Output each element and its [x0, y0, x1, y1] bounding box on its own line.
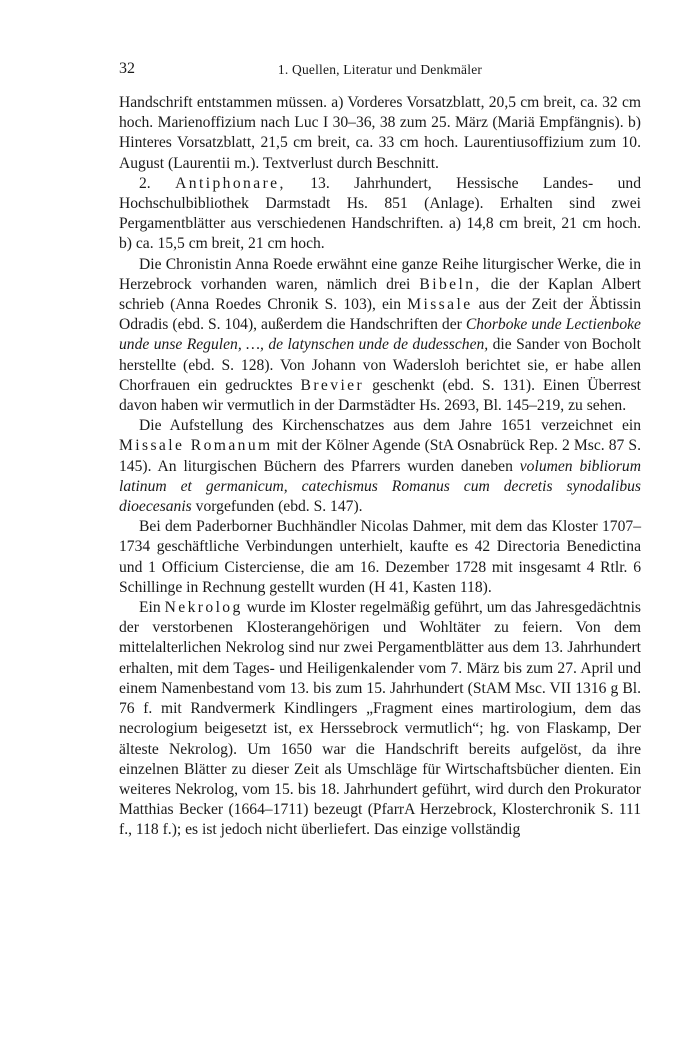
spaced-text: Antiphonare,	[175, 174, 286, 192]
text-run: Die Aufstellung des Kirchenschatzes aus dem Jahre 1651 verzeichnet ein	[139, 417, 641, 435]
text-run: geschenkt (ebd. S. 131). Einen Überrest davon haben wir vermutlich in der Darmstädter Hs. 2693, Bl. 145–219, zu sehen.	[119, 376, 641, 415]
italic-text: volumen bibliorum latinum et germanicum, catechismus Romanus cum decretis synodalibus dioecesanis	[119, 457, 641, 516]
text-run: Bei dem Paderborner Buchhändler Nicolas Dahmer, mit dem das Kloster 1707–1734 geschäftliche Verbindungen unterhielt, kaufte es 42 Directoria Benedictina und 1 Officium Cisterciense, die am 16. Dezember 1728 mit insgesamt 4 Rtlr. 6 Schillinge in Rechnung gestellt wurden (H 41, Kasten 118).	[119, 518, 641, 596]
italic-text: Chorboke unde Lectienboke unde unse Regulen, …, de latynschen unde de dudesschen,	[119, 316, 641, 354]
body-text	[119, 93, 641, 841]
paragraph	[119, 598, 641, 840]
paragraph	[119, 174, 641, 255]
text-run: mit der Kölner Agende (StA Osnabrück Rep. 2 Msc. 87 S. 145). An liturgischen Büchern des Pfarrers wurden daneben	[119, 437, 641, 475]
text-run: Ein	[139, 599, 165, 617]
text-run: Handschrift entstammen müssen. a) Vorderes Vorsatzblatt, 20,5 cm breit, ca. 32 cm hoch. Marienoffizium nach Luc I 30–36, 38 zum 25. März (Mariä Empfängnis). b) Hinteres Vorsatzblatt, 21,5 cm breit, ca. 33 cm hoch. Laurentiusoffizium zum 10. August (Laurentii m.). Textverlust durch Beschnitt.	[119, 94, 641, 172]
paragraph	[119, 416, 641, 517]
spaced-text: Missale Romanum	[119, 437, 273, 455]
spaced-text: Brevier	[300, 376, 365, 394]
text-run: aus der Zeit der Äbtissin Odradis (ebd. S. 104), außerdem die Handschriften der	[119, 296, 641, 334]
spaced-text: Missale	[407, 296, 473, 314]
paragraph	[119, 93, 641, 174]
text-run: wurde im Kloster regelmäßig geführt, um das Jahresgedächtnis der verstorbenen Klosterangehörigen und Wohltäter zu feiern. Von dem mittelalterlichen Nekrolog sind nur zwei Pergamentblätter aus dem 13. Jahrhundert erhalten, mit dem Tages- und Heiligenkalender vom 7. März bis zum 27. April und einem Namenbestand vom 13. bis zum 15. Jahrhundert (StAM Msc. VII 1316 g Bl. 76 f. mit Randvermerk Kindlingers „Fragment eines martirologium, dem das necrologium beigesetzt ist, ex Herssebrock vermutlich“; hg. von Flaskamp, Der älteste Nekrolog). Um 1650 war die Handschrift bereits aufgelöst, da ihre einzelnen Blätter zu dieser Zeit als Umschläge für Wirtschaftsbücher dienten. Ein weiteres Nekrolog, vom 15. bis 18. Jahrhundert geführt, wird durch den Prokurator Matthias Becker (1664–1711) bezeugt (PfarrA Herzebrock, Klosterchronik S. 111 f., 118 f.); es ist jedoch nicht überliefert. Das einzige vollständig	[119, 599, 641, 839]
text-run: die der Kaplan Albert schrieb (Anna Roedes Chronik S. 103), ein	[119, 275, 642, 314]
running-head: 1. Quellen, Literatur und Denkmäler	[277, 62, 483, 77]
text-run: vorgefunden (ebd. S. 147).	[191, 498, 363, 516]
paragraph	[119, 255, 641, 417]
page-header	[119, 60, 641, 82]
text-run: 13. Jahrhundert, Hessische Landes- und Hochschulbibliothek Darmstadt Hs. 851 (Anlage). Erhalten sind zwei Pergamentblätter aus verschiedenen Handschriften. a) 14,8 cm breit, 21 cm hoch. b) ca. 15,5 cm breit, 21 cm hoch.	[119, 174, 641, 253]
spaced-text: Bibeln,	[419, 275, 482, 293]
paragraph	[119, 517, 641, 598]
text-run: die Sander von Bocholt herstellte (ebd. S. 128). Von Johann von Wadersloh berichtet sie, er habe allen Chorfrauen ein gedrucktes	[119, 336, 641, 394]
spaced-text: Nekrolog	[164, 599, 243, 617]
page-number: 32	[119, 60, 135, 77]
text-run: Die Chronistin Anna Roede erwähnt eine ganze Reihe liturgischer Werke, die in Herzebrock vorhanden waren, nämlich drei	[119, 255, 641, 293]
text-run: 2.	[139, 174, 176, 192]
